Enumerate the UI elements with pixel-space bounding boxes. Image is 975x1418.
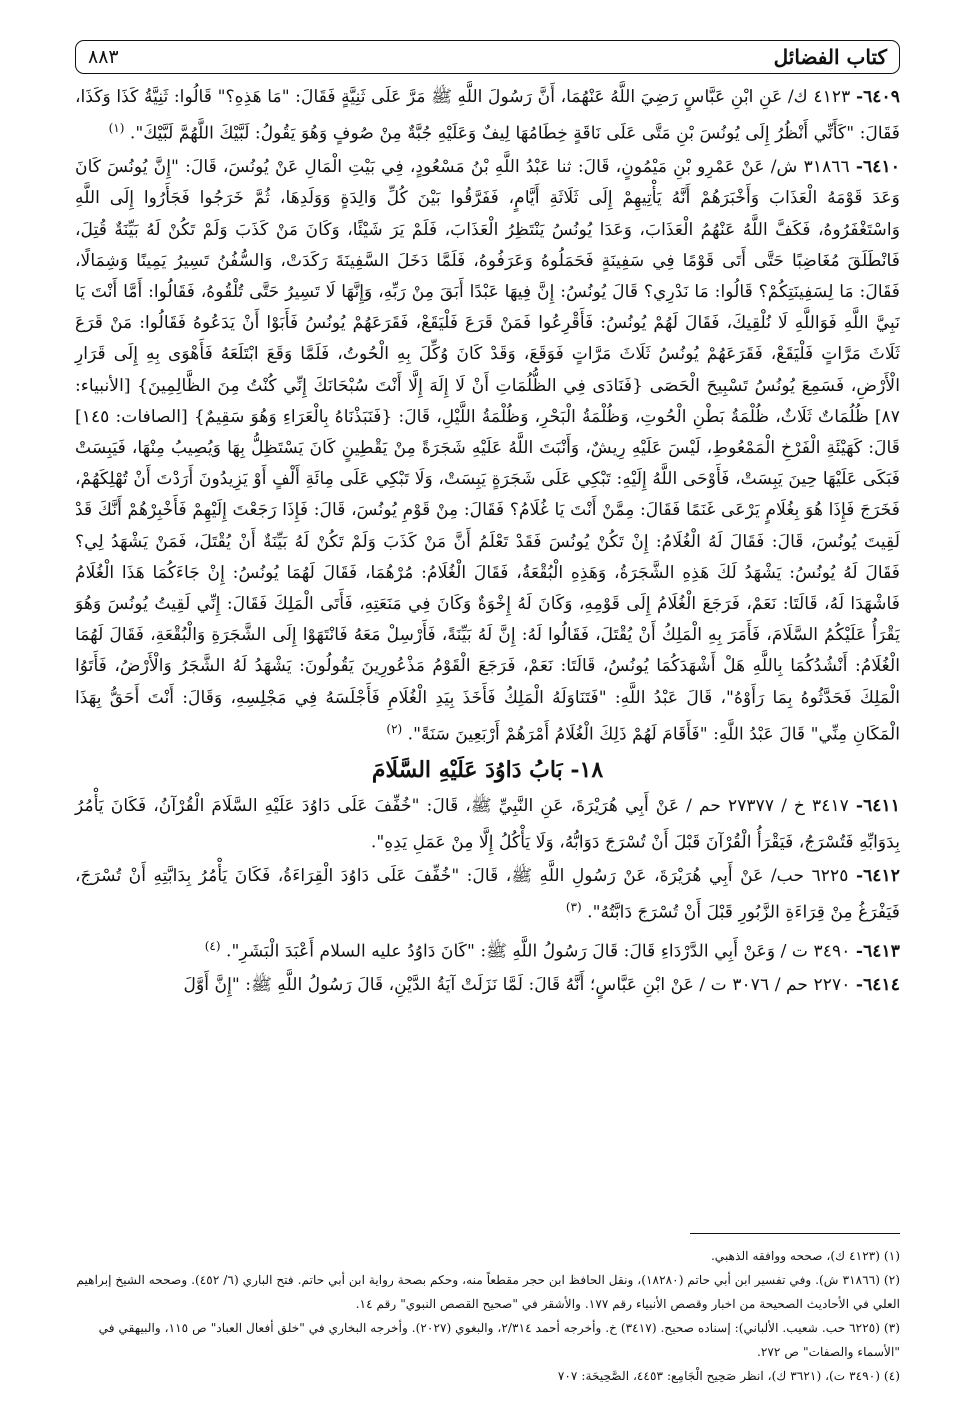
chapter-heading: ١٨- بَابُ دَاوُدَ عَلَيْهِ السَّلَامَ <box>371 756 604 783</box>
footnote-divider <box>690 1233 900 1234</box>
hadith-text: ٣٤٩٠ ت / وَعَنْ أَبِي الدَّرْدَاءِ قَالَ: قَالَ رَسُولُ اللَّهِ ﷺ: "كَانَ دَاوُدُ عليه السلام أَعْبَدَ الْبَشَرِ". <box>226 941 851 962</box>
hadith-paragraph <box>75 152 900 751</box>
hadith-paragraph <box>75 970 900 1001</box>
book-title: كتاب الفضائل <box>773 45 887 69</box>
page-number: ٨٨٣ <box>88 46 119 68</box>
hadith-number: ٦٤١٢- <box>855 865 901 886</box>
hadith-text: ٣١٨٦٦ ش/ عَنْ عَمْرِو بْنِ مَيْمُونٍ، قَالَ: ثنا عَبْدُ اللَّهِ بْنُ مَسْعُودٍ، فِي بَيْتِ الْمَالِ عَنْ يُونُسَ، قَالَ: "إِنَّ يُونُسَ كَانَ وَعَدَ قَوْمَهُ الْعَذَابَ وَأَخْبَرَهُمْ أَنَّهُ يَأْتِيهِمْ إِلَى ثَلَاثَةِ أَيَّامٍ، فَفَرَّقُوا بَيْنَ كُلِّ وَالِدَةٍ وَوَلَدِهَا، ثُمَّ خَرَجُوا فَجَأَرُوا إِلَى اللَّهِ وَاسْتَغْفَرُوهُ، فَكَفَّ اللَّهُ عَنْهُمُ الْعَذَابَ، وَعَدَا يُونُسُ يَنْتَظِرُ الْعَذَابَ، فَلَمْ يَرَ شَيْئًا، وَكَانَ مَنْ كَذَبَ وَلَمْ تَكُنْ لَهُ بَيِّنَةٌ قُتِلَ، فَانْطَلَقَ مُغَاضِبًا حَتَّى أَتَى قَوْمًا فِي سَفِينَةٍ فَحَمَلُوهُ وَعَرَفُوهُ، فَلَمَّا دَخَلَ السَّفِينَةَ رَكَدَتْ، وَالسُّفُنُ تَسِيرُ يَمِينًا وَشِمَالًا، فَقَالَ: مَا لِسَفِينَتِكُمْ؟ قَالُوا: مَا نَدْرِي؟ قَالَ يُونُسُ: إِنَّ فِيهَا عَبْدًا أَبَقَ مِنْ رَبِّهِ، وَإِنَّهَا لَا تَسِيرُ حَتَّى تُلْقُوهُ، فَقَالُوا: أَمَّا أَنْتَ يَا نَبِيَّ اللَّهِ فَوَاللَّهِ لَا نُلْقِيكَ، فَقَالَ لَهُمْ يُونُسُ: فَأَقْرِعُوا فَمَنْ قَرَعَ فَلْيَقَعْ، فَقَرَعَهُمْ يُونُسُ فَأَبَوْا أَنْ يَدَعُوهُ فَقَالُوا: مَنْ قَرَعَ ثَلَاثَ مَرَّاتٍ فَلْيَقَعْ، فَقَرَعَهُمْ يُونُسُ ثَلَاثَ مَرَّاتٍ فَوَقَعَ، وَقَدْ كَانَ وُكِّلَ بِهِ الْحُوتُ، فَلَمَّا وَقَعَ ابْتَلَعَهُ فَأَهْوَى بِهِ إِلَى قَرَارِ الْأَرْضِ، فَسَمِعَ يُونُسُ تَسْبِيحَ الْحَصَى {فَنَادَى فِي الظُّلُمَاتِ أَنْ لَا إِلَهَ إِلَّا أَنْتَ سُبْحَانَكَ إِنِّي كُنْتُ مِنَ الظَّالِمِينَ} [الأنبياء: ٨٧] ظُلُمَاتٌ ثَلَاثٌ، ظُلْمَةُ بَطْنِ الْحُوتِ، وَظُلْمَةُ الْبَحْرِ، وَظُلْمَةُ اللَّيْلِ، قَالَ: {فَنَبَذْنَاهُ بِالْعَرَاءِ وَهُوَ سَقِيمٌ} [الصافات: ١٤٥] قَالَ: كَهَيْئَةِ الْفَرْخِ الْمَمْعُوطِ، لَيْسَ عَلَيْهِ رِيشٌ، وَأَنْبَتَ اللَّهُ عَلَيْهِ شَجَرَةً مِنْ يَقْطِينٍ كَانَ يَسْتَظِلُّ بِهَا وَيُصِيبُ مِنْهَا، فَيَبِسَتْ فَبَكَى عَلَيْهَا حِينَ يَبِسَتْ، فَأَوْحَى اللَّهُ إِلَيْهِ: تَبْكِي عَلَى شَجَرَةٍ يَبِسَتْ، وَلَا تَبْكِي عَلَى مِائَةِ أَلْفٍ أَوْ يَزِيدُونَ أَرَدْتَ أَنْ تُهْلِكَهُمْ، فَخَرَجَ فَإِذَا هُوَ بِغُلَامٍ يَرْعَى غَنَمًا فَقَالَ: مِمَّنْ أَنْتَ يَا غُلَامُ؟ فَقَالَ: مِنْ قَوْمِ يُونُسَ، قَالَ: فَإِذَا رَجَعْتَ إِلَيْهِمْ فَأَخْبِرْهُمْ أَنَّكَ قَدْ لَقِيتَ يُونُسَ، قَالَ: فَقَالَ لَهُ الْغُلَامُ: إِنْ تَكُنْ يُونُسَ فَقَدْ تَعْلَمُ أَنَّ مَنْ كَذَبَ وَلَمْ تَكُنْ لَهُ بَيِّنَةٌ أَنْ يُقْتَلَ، فَمَنْ يَشْهَدُ لِي؟ فَقَالَ لَهُ يُونُسُ: يَشْهَدُ لَكَ هَذِهِ الشَّجَرَةُ، وَهَذِهِ الْبُقْعَةُ، فَقَالَ الْغُلَامُ: مُرْهُمَا، فَقَالَ لَهُمَا يُونُسُ: إِنْ جَاءَكُمَا هَذَا الْغُلَامُ فَاشْهَدَا لَهُ، قَالَتَا: نَعَمْ، فَرَجَعَ الْغُلَامُ إِلَى قَوْمِهِ، وَكَانَ لَهُ إِخْوَةٌ وَكَانَ فِي مَنَعَتِهِ، فَأَتَى الْمَلِكَ فَقَالَ: إِنِّي لَقِيتُ يُونُسَ وَهُوَ يَقْرَأُ عَلَيْكُمُ السَّلَامَ، فَأَمَرَ بِهِ الْمَلِكُ أَنْ يُقْتَلَ، فَقَالُوا لَهُ: إِنَّ لَهُ بَيِّنَةً، فَأَرْسِلْ مَعَهُ فَانْتَهَوْا إِلَى الشَّجَرَةِ وَالْبُقْعَةِ، فَقَالَ لَهُمَا الْغُلَامُ: أَنْشُدُكُمَا بِاللَّهِ هَلْ أَشْهَدَكُمَا يُونُسُ، قَالَتَا: نَعَمْ، فَرَجَعَ الْقَوْمُ مَذْعُورِينَ يَقُولُونَ: يَشْهَدُ لَهُ الشَّجَرُ وَالْأَرْضُ، فَأَتَوُا الْمَلِكَ فَحَدَّثُوهُ بِمَا رَأَوْهُ"، قَالَ عَبْدُ اللَّهِ: "فَتَنَاوَلَهُ الْمَلِكُ فَأَخَذَ بِيَدِ الْغُلَامِ فَأَجْلَسَهُ فِي مَجْلِسِهِ، وَقَالَ: أَنْتَ أَحَقُّ بِهَذَا الْمَكَانِ مِنِّي" قَالَ عَبْدُ اللَّهِ: "فَأَقَامَ لَهُمْ ذَلِكَ الْغُلَامُ أَمْرَهُمْ أَرْبَعِينَ سَنَةً". <box>75 157 900 745</box>
hadith-number: ٦٤١٠- <box>855 157 900 178</box>
footnote: (١) (٤١٢٣ ك)، صححه ووافقه الذهبي. <box>710 1249 900 1263</box>
hadith-paragraph <box>75 931 900 968</box>
footnote: (٤) (٣٤٩٠ ت)، (٣٦٢١ ك)، انظر صَحِيح الْجَامِع: ٤٤٥٣، الصَّحِيحَة: ٧٠٧ <box>557 1369 900 1383</box>
hadith-paragraph <box>75 791 900 859</box>
hadith-number: ٦٤٠٩- <box>855 87 901 107</box>
footnote: (٣) (٦٢٢٥ حب. شعيب. الألباني): إسناده صحيح. (٣٤١٧) خ. وأخرجه أحمد ٢/٣١٤، والبغوي (٢٠٢٧). وأخرجه البخاري في "خلق أفعال العباد" ص ١١٥، والبيهقي في "الأسماء والصفات" ص ٢٧٢. <box>98 1321 900 1359</box>
hadith-paragraph <box>75 82 900 150</box>
footnote-ref: (٤) <box>204 939 221 954</box>
footnote-ref: (٢) <box>386 721 403 736</box>
hadith-number: ٦٤١٤- <box>855 974 900 995</box>
footnotes <box>75 1244 900 1388</box>
hadith-paragraph <box>75 861 900 929</box>
footnote-ref: (٣) <box>565 900 582 915</box>
hadith-number: ٦٤١١- <box>855 795 900 816</box>
hadith-number: ٦٤١٣- <box>855 941 900 962</box>
hadith-text: ٢٢٧٠ حم / ٣٠٧٦ ت / عَنْ ابْنِ عَبَّاسٍ؛ أَنَّهُ قَالَ: لَمَّا نَزَلَتْ آيَةُ الدَّيْنِ، قَالَ رَسُولُ اللَّهِ ﷺ: "إِنَّ أَوَّلَ <box>183 974 851 995</box>
hadith-text: ٦٢٢٥ حب/ عَنْ أَبِي هُرَيْرَةَ، عَنْ رَسُولِ اللَّهِ ﷺ، قَالَ: "خُفِّفَ عَلَى دَاوُدَ الْقِرَاءَةُ، فَكَانَ يَأْمُرُ بِدَابَّتِهِ أَنْ تُسْرَجَ، فَيَفْرَغُ مِنْ قِرَاءَةِ الزَّبُورِ قَبْلَ أَنْ تُسْرَجَ دَابَّتُهُ". <box>75 865 900 923</box>
hadith-text: ٤١٢٣ ك/ عَنِ ابْنِ عَبَّاسٍ رَضِيَ اللَّهُ عَنْهُمَا، أَنَّ رَسُولَ اللَّهِ ﷺ مَرَّ عَلَى ثَنِيَّةٍ فَقَالَ: "مَا هَذِهِ؟" قَالُوا: ثَنِيَّةُ كَذَا وَكَذَا، فَقَالَ: "كَأَنِّي أَنْظُرُ إِلَى يُونُسَ بْنِ مَتَّى عَلَى نَاقَةٍ خِطَامُهَا لِيفٌ وَعَلَيْهِ جُبَّةٌ مِنْ صُوفٍ وَهُوَ يَقُولُ: لَبَّيْكَ اللَّهُمَّ لَبَّيْكَ". <box>75 87 900 144</box>
page-body <box>75 82 900 1001</box>
page-header <box>75 40 900 74</box>
footnote-ref: (١) <box>108 121 125 136</box>
hadith-text: ٣٤١٧ خ / ٢٧٣٧٧ حم / عَنْ أَبِي هُرَيْرَةَ، عَنِ النَّبِيِّ ﷺ، قَالَ: "خُفِّفَ عَلَى دَاوُدَ عَلَيْهِ السَّلَامَ الْقُرْآنُ، فَكَانَ يَأْمُرُ بِدَوَابِّهِ فَتُسْرَجُ، فَيَقْرَأُ الْقُرْآنَ قَبْلَ أَنْ تُسْرَجَ دَوَابُّهُ، وَلَا يَأْكُلُ إِلَّا مِنْ عَمَلِ يَدِهِ". <box>75 795 900 853</box>
footnote: (٢) (٣١٨٦٦ ش). وفي تفسير ابن أبي حاتم (١٨٢٨٠)، ونقل الحافظ ابن حجر مقطعاً منه، وحكم بصحة رواية ابن أبي حاتم. فتح الباري (٦/ ٤٥٢). وصححه الشيخ إبراهيم العلي في الأحاديث الصحيحة من اخبار وقصص الأنبياء رقم ١٧٧. والأشقر في "صحيح القصص النبوي" رقم ١٤. <box>76 1273 900 1311</box>
